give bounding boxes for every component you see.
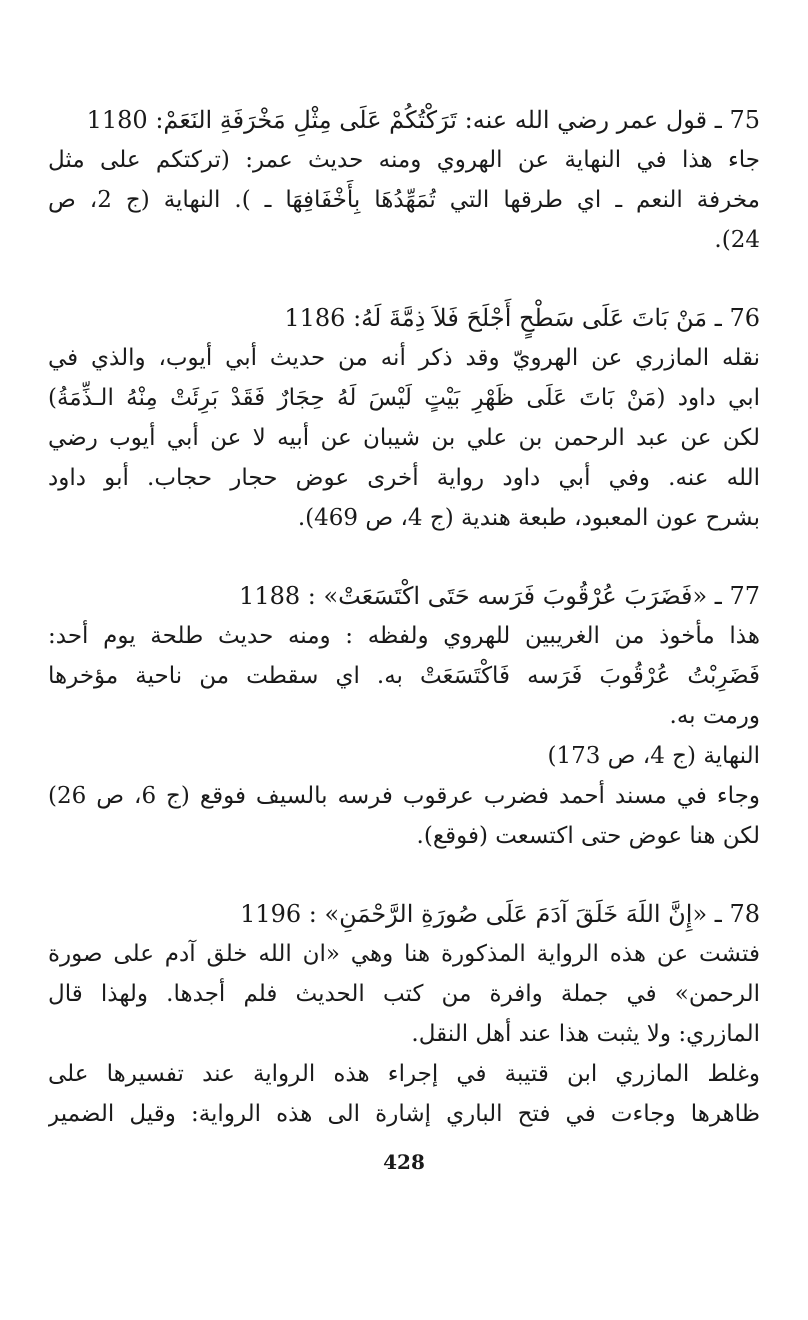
entry-line: المازري: ولا يثبت هذا عند أهل النقل. <box>411 1021 760 1047</box>
entry-line: بشرح عون المعبود، طبعة هندية (ج 4، ص 469). <box>297 505 760 531</box>
entry-line: جاء هذا في النهاية عن الهروي ومنه حديث عمر: (تركتكم على مثل <box>48 147 760 173</box>
entry-heading: 76 ـ مَنْ بَاتَ عَلَى سَطْحٍ أَجْلَحَ فَلاَ ذِمَّةَ لَهُ: 1186 <box>284 304 760 332</box>
entry-line: هذا مأخوذ من الغريبين للهروي ولفظه : ومنه حديث طلحة يوم أحد: <box>48 623 760 649</box>
entry-line: الله عنه. وفي أبي داود رواية أخرى عوض حجار حجاب. أبو داود <box>48 465 760 491</box>
entry-77 <box>48 576 760 856</box>
entry-line: وجاء في مسند أحمد فضرب عرقوب فرسه بالسيف فوقع (ج 6، ص 26) <box>48 783 760 809</box>
entry-line: الرحمن» في جملة وافرة من كتب الحديث فلم أجدها. ولهذا قال <box>48 981 760 1007</box>
entry-line: لكن هنا عوض حتى اكتسعت (فوقع). <box>416 823 760 849</box>
entry-line: وغلط المازري ابن قتيبة في إجراء هذه الرواية عند تفسيرها على <box>48 1061 760 1087</box>
entry-line: 24). <box>714 227 760 253</box>
entry-line: فتشت عن هذه الرواية المذكورة هنا وهي «ان الله خلق آدم على صورة <box>48 941 760 967</box>
entry-heading: 75 ـ قول عمر رضي الله عنه: تَرَكْتُكُمْ عَلَى مِثْلِ مَخْرَفَةِ النَعَمْ: 1180 <box>86 106 760 134</box>
page-body <box>48 100 760 1172</box>
entry-line: ورمت به. <box>669 703 760 729</box>
entry-75 <box>48 100 760 260</box>
entry-line: فَضَرِبْتُ عُرْقُوبَ فَرَسه فَاكْتَسَعَتْ به. اي سقطت من ناحية مؤخرها <box>48 663 760 689</box>
entry-heading: 78 ـ «إِنَّ اللَهَ خَلَقَ آدَمَ عَلَى صُورَةِ الرَّحْمَنِ» : 1196 <box>240 900 760 928</box>
entry-76 <box>48 298 760 538</box>
entry-line: مخرفة النعم ـ اي طرقها التي تُمَهِّدُهَا بِأَخْفَافِهَا ـ ). النهاية (ج 2، ص <box>48 187 760 213</box>
entry-line: النهاية (ج 4، ص 173) <box>547 743 760 769</box>
page-number: 428 <box>383 1150 425 1174</box>
entry-heading: 77 ـ «فَضَرَبَ عُرْقُوبَ فَرَسه حَتَى اكْتَسَعَتْ» : 1188 <box>239 582 760 610</box>
entry-line: نقله المازري عن الهرويّ وقد ذكر أنه من حديث أبي أيوب، والذي في <box>48 345 760 371</box>
entry-line: ابي داود (مَنْ بَاتَ عَلَى ظَهْرِ بَيْتٍ لَيْسَ لَهُ حِجَارٌ فَقَدْ بَرِئَتْ مِنْهُ الـذِّمَةُ) <box>48 385 760 411</box>
entry-line: لكن عن عبد الرحمن بن علي بن شيبان عن أبيه لا عن أبي أيوب رضي <box>48 425 760 451</box>
entry-78 <box>48 894 760 1134</box>
entry-line: ظاهرها وجاءت في فتح الباري إشارة الى هذه الرواية: وقيل الضمير <box>48 1101 760 1127</box>
